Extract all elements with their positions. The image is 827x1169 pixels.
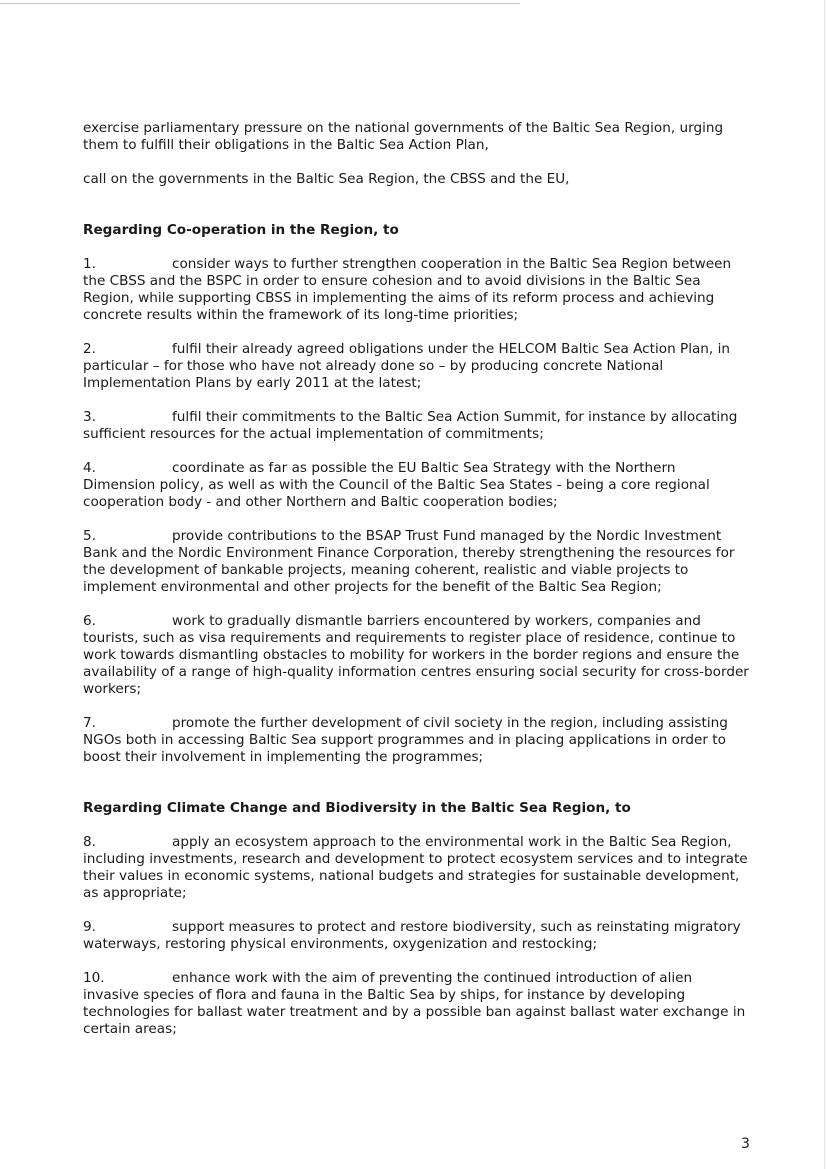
document-body: [83, 120, 751, 1055]
item-text: fulfil their already agreed obligations under the HELCOM Baltic Sea Action Plan, in particular – for those who have not already done so – by producing concrete National Implementation Plans by early 2011 at the latest;: [83, 341, 730, 391]
right-scan-edge: [824, 0, 825, 1169]
section-heading: Regarding Co-operation in the Region, to: [83, 222, 399, 238]
item-number: 4.: [83, 460, 96, 476]
intro-paragraph: call on the governments in the Baltic Sea Region, the CBSS and the EU,: [83, 171, 570, 187]
item-number: 5.: [83, 528, 96, 544]
item-text: enhance work with the aim of preventing the continued introduction of alien invasive species of flora and fauna in the Baltic Sea by ships, for instance by developing technologies for ballast water treatment and by a possible ban against ballast water exchange in certain areas;: [83, 970, 746, 1037]
numbered-item: [83, 613, 751, 698]
item-number: 1.: [83, 256, 96, 272]
numbered-item: [83, 834, 751, 902]
item-number: 8.: [83, 834, 96, 850]
item-number: 7.: [83, 715, 96, 731]
item-text: apply an ecosystem approach to the environmental work in the Baltic Sea Region, including investments, research and development to protect ecosystem services and to integrate their values in economic systems, national budgets and strategies for sustainable development, as appropriate;: [83, 834, 748, 901]
item-number: 9.: [83, 919, 96, 935]
numbered-item: [83, 715, 751, 766]
page-number: 3: [741, 1136, 750, 1152]
item-number: 6.: [83, 613, 96, 629]
section-heading: Regarding Climate Change and Biodiversity in the Baltic Sea Region, to: [83, 800, 631, 816]
numbered-item: [83, 409, 751, 443]
item-text: coordinate as far as possible the EU Baltic Sea Strategy with the Northern Dimension policy, as well as with the Council of the Baltic Sea States - being a core regional cooperation body - and other Northern and Baltic cooperation bodies;: [83, 460, 710, 510]
top-scan-edge: [0, 3, 520, 4]
numbered-item: [83, 341, 751, 392]
item-text: consider ways to further strengthen cooperation in the Baltic Sea Region between the CBSS and the BSPC in order to ensure cohesion and to avoid divisions in the Baltic Sea Region, while supporting CBSS in implementing the aims of its reform process and achieving concrete results within the framework of its long-time priorities;: [83, 256, 732, 323]
numbered-item: [83, 528, 751, 596]
item-text: fulfil their commitments to the Baltic Sea Action Summit, for instance by allocating sufficient resources for the actual implementation of commitments;: [83, 409, 738, 442]
numbered-item: [83, 256, 751, 324]
item-text: work to gradually dismantle barriers encountered by workers, companies and tourists, such as visa requirements and requirements to register place of residence, continue to work towards dismantling obstacles to mobility for workers in the border regions and ensure the availability of a range of high-quality information centres ensuring social security for cross-border workers;: [83, 613, 749, 697]
numbered-item: [83, 460, 751, 511]
item-number: 2.: [83, 341, 96, 357]
intro-paragraph: exercise parliamentary pressure on the national governments of the Baltic Sea Region, urging them to fulfill their obligations in the Baltic Sea Action Plan,: [83, 120, 724, 153]
item-text: promote the further development of civil society in the region, including assisting NGOs both in accessing Baltic Sea support programmes and in placing applications in order to boost their involvement in implementing the programmes;: [83, 715, 728, 765]
numbered-item: [83, 919, 751, 953]
numbered-item: [83, 970, 751, 1038]
item-number: 3.: [83, 409, 96, 425]
item-text: support measures to protect and restore biodiversity, such as reinstating migratory waterways, restoring physical environments, oxygenization and restocking;: [83, 919, 741, 952]
item-text: provide contributions to the BSAP Trust Fund managed by the Nordic Investment Bank and the Nordic Environment Finance Corporation, thereby strengthening the resources for the development of bankable projects, meaning coherent, realistic and viable projects to implement environmental and other projects for the benefit of the Baltic Sea Region;: [83, 528, 735, 595]
item-number: 10.: [83, 970, 105, 986]
